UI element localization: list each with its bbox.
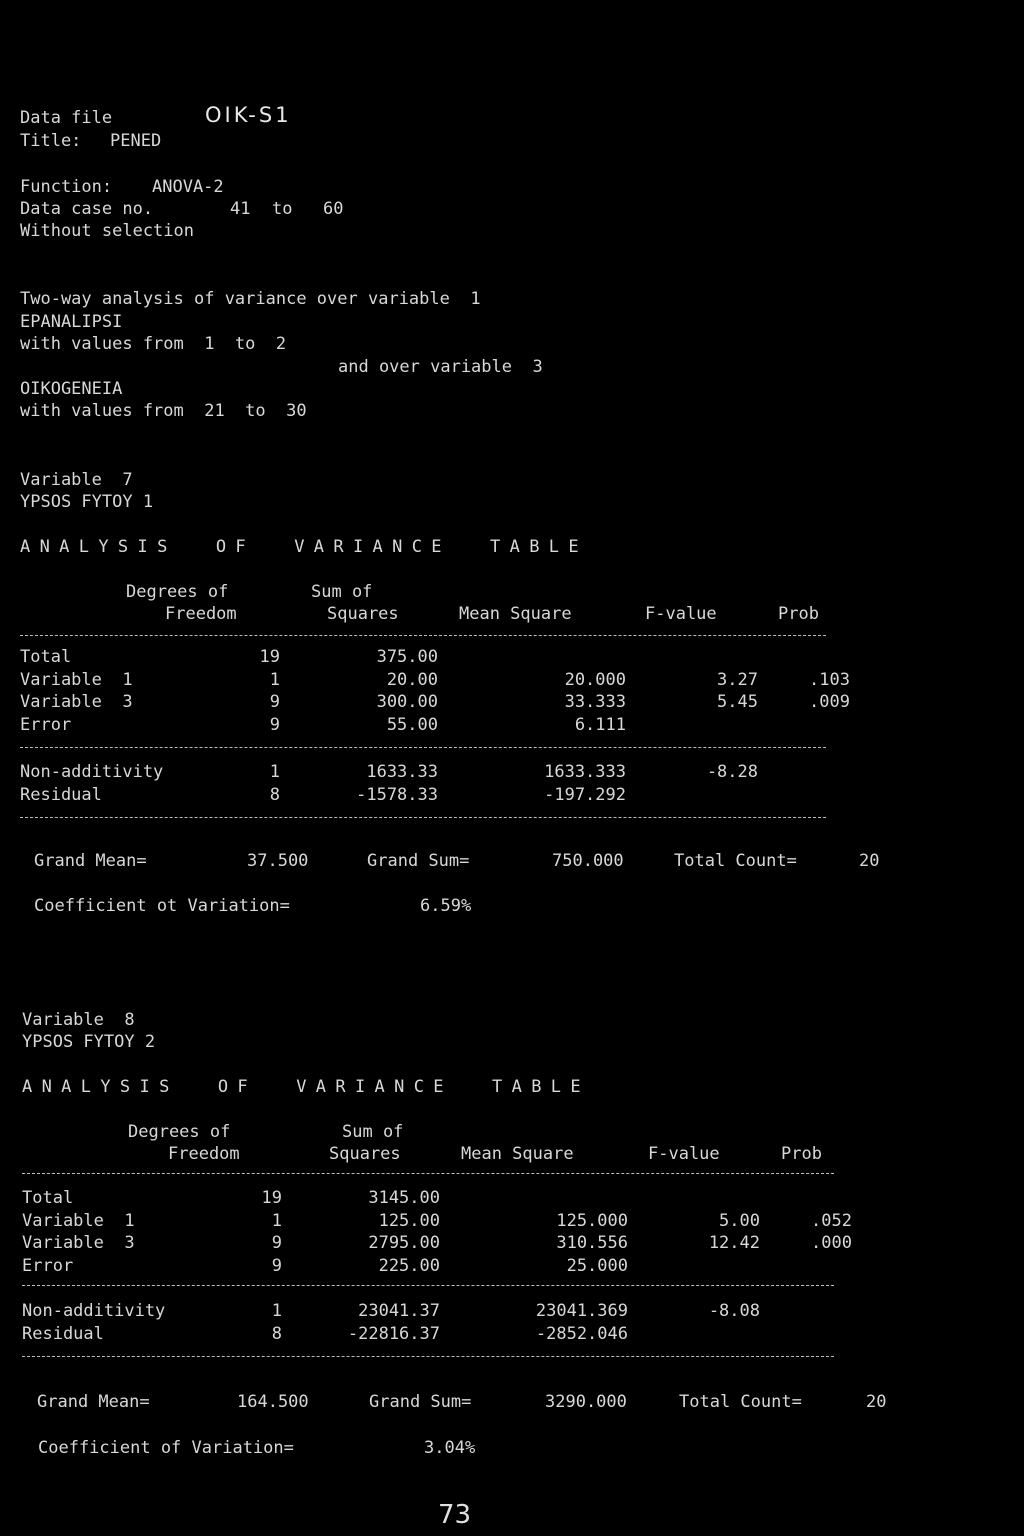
cell-df: 8 bbox=[269, 784, 280, 805]
cell-f: -8.08 bbox=[708, 1301, 760, 1321]
cell-ms: 310.556 bbox=[556, 1233, 628, 1254]
function-value: ANOVA-2 bbox=[152, 177, 224, 197]
analysis-line-4: and over variable 3 bbox=[338, 357, 543, 377]
col-header-f: F-value bbox=[645, 604, 717, 624]
table-heading: ANALYSIS OF VARIANCE TABLE bbox=[22, 1077, 590, 1097]
cell-f: 12.42 bbox=[708, 1233, 760, 1254]
variable-line: Variable 8 bbox=[22, 1010, 135, 1030]
cell-source: Variable 1 bbox=[20, 669, 133, 690]
cell-ss: -22816.37 bbox=[347, 1323, 440, 1344]
cell-source: Variable 1 bbox=[22, 1210, 135, 1231]
table-rule bbox=[22, 1173, 834, 1174]
cell-ss: 375.00 bbox=[376, 647, 438, 667]
cell-f: 3.27 bbox=[717, 669, 758, 690]
case-from: 41 bbox=[230, 199, 251, 219]
cell-df: 19 bbox=[259, 647, 280, 667]
cell-df: 1 bbox=[269, 762, 280, 782]
cell-source: Error bbox=[20, 714, 72, 735]
cell-p: .103 bbox=[809, 669, 850, 690]
col-header-ms: Mean Square bbox=[461, 1144, 574, 1164]
grand-sum-label: Grand Sum= bbox=[367, 851, 470, 871]
cell-df: 1 bbox=[271, 1301, 282, 1321]
cell-ss: 125.00 bbox=[378, 1210, 440, 1231]
cell-ss: -1578.33 bbox=[356, 784, 438, 805]
cell-f: 5.45 bbox=[717, 692, 758, 713]
cell-source: Variable 3 bbox=[22, 1233, 135, 1254]
cell-ss: 55.00 bbox=[386, 714, 438, 735]
col-header-ms: Mean Square bbox=[459, 604, 572, 624]
cell-df: 8 bbox=[271, 1323, 282, 1344]
cv-value: 6.59% bbox=[420, 896, 472, 916]
variable-name: YPSOS FYTOY 2 bbox=[22, 1032, 156, 1052]
cell-ss: 1633.33 bbox=[366, 762, 438, 782]
data-file-label: Data file bbox=[20, 108, 113, 128]
cell-ss: 23041.37 bbox=[358, 1301, 440, 1321]
col-header-df-top: Degrees of bbox=[128, 1122, 231, 1142]
cell-source: Non-additivity bbox=[20, 762, 164, 782]
cell-ss: 20.00 bbox=[386, 669, 438, 690]
title-label: Title: bbox=[20, 131, 82, 151]
table-rule bbox=[22, 1285, 834, 1286]
cell-ms: 1633.333 bbox=[544, 762, 626, 782]
analysis-line-2: EPANALIPSI bbox=[20, 312, 123, 332]
col-header-df-top: Degrees of bbox=[126, 582, 229, 602]
cell-source: Total bbox=[22, 1188, 74, 1208]
cell-ss: 2795.00 bbox=[368, 1233, 440, 1254]
cv-label: Coefficient of Variation= bbox=[38, 1438, 294, 1458]
cv-label: Coefficient ot Variation= bbox=[34, 896, 290, 916]
total-count-value: 20 bbox=[866, 1392, 887, 1412]
cell-ss: 3145.00 bbox=[368, 1188, 440, 1208]
title-value: PENED bbox=[110, 131, 162, 151]
cell-df: 9 bbox=[269, 692, 280, 713]
grand-mean-label: Grand Mean= bbox=[37, 1392, 150, 1412]
table-rule bbox=[22, 1356, 834, 1357]
cell-ms: 25.000 bbox=[566, 1255, 628, 1276]
col-header-f: F-value bbox=[648, 1144, 720, 1164]
table-heading: ANALYSIS OF VARIANCE TABLE bbox=[20, 537, 588, 557]
case-to: 60 bbox=[323, 199, 344, 219]
analysis-line-3: with values from 1 to 2 bbox=[20, 334, 287, 354]
analysis-line-6: with values from 21 to 30 bbox=[20, 401, 307, 421]
cell-ss: 225.00 bbox=[378, 1255, 440, 1276]
analysis-line-1: Two-way analysis of variance over variable 1 bbox=[20, 289, 481, 309]
total-count-label: Total Count= bbox=[674, 851, 797, 871]
cell-df: 9 bbox=[269, 714, 280, 735]
total-count-label: Total Count= bbox=[679, 1392, 802, 1412]
cell-df: 9 bbox=[271, 1233, 282, 1254]
variable-line: Variable 7 bbox=[20, 470, 133, 490]
col-header-ss-top: Sum of bbox=[311, 582, 373, 602]
col-header-df: Freedom bbox=[165, 604, 237, 624]
selection-line: Without selection bbox=[20, 221, 194, 241]
cell-ss: 300.00 bbox=[376, 692, 438, 713]
table-rule bbox=[20, 747, 826, 748]
cell-df: 1 bbox=[269, 669, 280, 690]
total-count-value: 20 bbox=[859, 851, 880, 871]
cell-source: Residual bbox=[22, 1323, 104, 1344]
cell-f: -8.28 bbox=[706, 762, 758, 782]
cell-ms: 20.000 bbox=[564, 669, 626, 690]
cv-value: 3.04% bbox=[424, 1438, 476, 1458]
grand-sum-label: Grand Sum= bbox=[369, 1392, 472, 1412]
function-label: Function: bbox=[20, 177, 113, 197]
grand-sum-value: 750.000 bbox=[552, 851, 624, 871]
col-header-p: Prob bbox=[781, 1144, 822, 1164]
cell-ms: -197.292 bbox=[544, 784, 626, 805]
case-label: Data case no. bbox=[20, 199, 154, 219]
case-to-word: to bbox=[272, 199, 293, 219]
cell-ms: 6.111 bbox=[574, 714, 626, 735]
cell-p: .000 bbox=[811, 1233, 852, 1254]
cell-source: Error bbox=[22, 1255, 74, 1276]
grand-mean-value: 37.500 bbox=[247, 851, 309, 871]
cell-ms: -2852.046 bbox=[535, 1323, 628, 1344]
cell-source: Variable 3 bbox=[20, 692, 133, 713]
col-header-df: Freedom bbox=[168, 1144, 240, 1164]
table-rule bbox=[20, 817, 826, 818]
cell-source: Non-additivity bbox=[22, 1301, 166, 1321]
col-header-ss: Squares bbox=[327, 604, 399, 624]
grand-mean-label: Grand Mean= bbox=[34, 851, 147, 871]
variable-name: YPSOS FYTOY 1 bbox=[20, 492, 154, 512]
cell-df: 1 bbox=[271, 1210, 282, 1231]
cell-ms: 125.000 bbox=[556, 1210, 628, 1231]
cell-p: .052 bbox=[811, 1210, 852, 1231]
cell-source: Residual bbox=[20, 784, 102, 805]
page-number: 73 bbox=[438, 1500, 472, 1530]
col-header-ss: Squares bbox=[329, 1144, 401, 1164]
grand-mean-value: 164.500 bbox=[237, 1392, 309, 1412]
cell-f: 5.00 bbox=[719, 1210, 760, 1231]
col-header-p: Prob bbox=[778, 604, 819, 624]
cell-ms: 23041.369 bbox=[535, 1301, 628, 1321]
data-file-value: OIK-S1 bbox=[205, 103, 292, 127]
cell-source: Total bbox=[20, 647, 72, 667]
grand-sum-value: 3290.000 bbox=[545, 1392, 627, 1412]
cell-df: 9 bbox=[271, 1255, 282, 1276]
analysis-line-5: OIKOGENEIA bbox=[20, 379, 123, 399]
cell-ms: 33.333 bbox=[564, 692, 626, 713]
cell-df: 19 bbox=[261, 1188, 282, 1208]
col-header-ss-top: Sum of bbox=[342, 1122, 404, 1142]
table-rule bbox=[20, 635, 826, 636]
cell-p: .009 bbox=[809, 692, 850, 713]
